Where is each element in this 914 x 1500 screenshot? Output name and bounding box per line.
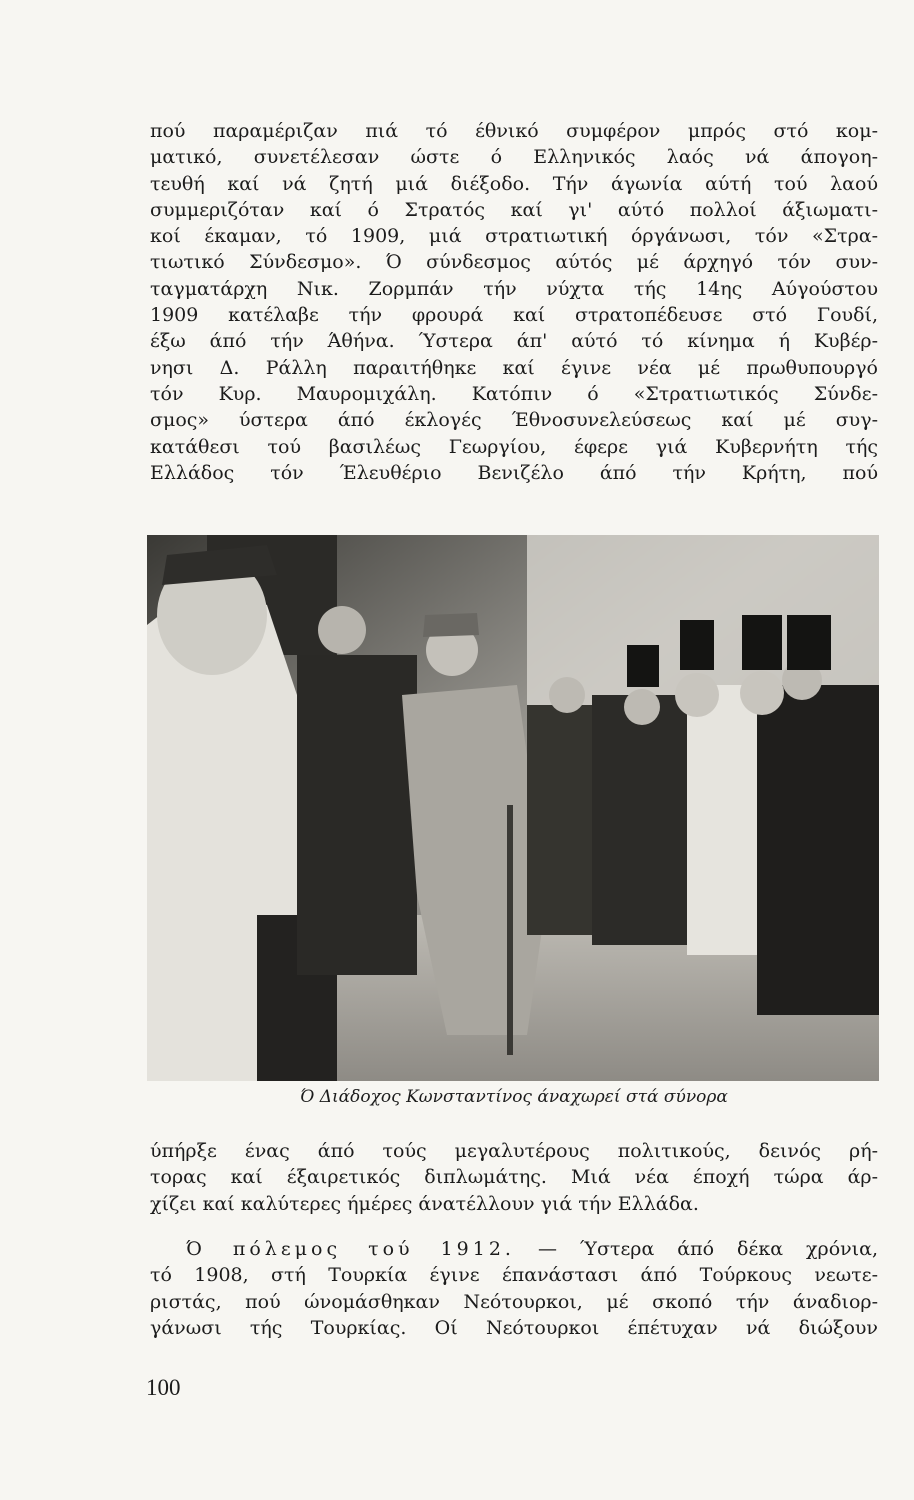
- text-line: ματικό, συνετέλεσαν ώστε ό Ελληνικός λαός νά άπογοη-: [150, 146, 878, 169]
- text-line: τό 1908, στή Τουρκία έγινε έπανάστασι άπό Τούρκους νεωτε-: [150, 1264, 878, 1287]
- paragraph-3: [150, 1236, 878, 1341]
- photograph-image: [147, 535, 879, 1081]
- text-line: έξω άπό τήν Άθήνα. Ύστερα άπ' αύτό τό κίνημα ή Κυβέρ-: [150, 330, 878, 353]
- text-span: — Ύστερα άπό δέκα χρόνια,: [514, 1238, 878, 1260]
- text-line: χίζει καί καλύτερες ήμέρες άνατέλλουν γιά τήν Ελλάδα.: [150, 1192, 699, 1215]
- text-line: 1909 κατέλαβε τήν φρουρά καί στρατοπέδευσε στό Γουδί,: [150, 304, 878, 327]
- text-line: [150, 1236, 878, 1262]
- text-line: κοί έκαμαν, τό 1909, μιά στρατιωτική όργάνωσι, τόν «Στρα-: [150, 225, 878, 248]
- historical-photograph: [147, 535, 879, 1081]
- photo-caption: Ό Διάδοχος Κωνσταντίνος άναχωρεί στά σύνορα: [300, 1087, 728, 1107]
- page-number: 100: [146, 1375, 181, 1400]
- text-line: κατάθεσι τού βασιλέως Γεωργίου, έφερε γιά Κυβερνήτη τής: [150, 435, 878, 458]
- text-line: σμος» ύστερα άπό έκλογές Έθνοσυνελεύσεως καί μέ συγ-: [150, 409, 878, 432]
- text-line: τορας καί έξαιρετικός διπλωμάτης. Μιά νέα έποχή τώρα άρ-: [150, 1166, 878, 1189]
- paragraph-1: [150, 118, 878, 486]
- text-line: ταγματάρχη Νικ. Ζορμπάν τήν νύχτα τής 14ης Αύγούστου: [150, 277, 878, 300]
- section-heading: Ό πόλεμος τού 1912.: [186, 1238, 515, 1260]
- text-line: ριστάς, πού ώνομάσθηκαν Νεότουρκοι, μέ σκοπό τήν άναδιορ-: [150, 1290, 878, 1313]
- text-line: γάνωσι τής Τουρκίας. Οί Νεότουρκοι έπέτυχαν νά διώξουν: [150, 1316, 878, 1339]
- text-line: πού παραμέριζαν πιά τό έθνικό συμφέρον μπρός στό κομ-: [150, 120, 878, 142]
- text-line: συμμεριζόταν καί ό Στρατός καί γι' αύτό πολλοί άξιωματι-: [150, 198, 878, 221]
- text-line: ύπήρξε ένας άπό τούς μεγαλυτέρους πολιτικούς, δεινός ρή-: [150, 1140, 878, 1162]
- text-line: τόν Κυρ. Μαυρομιχάλη. Κατόπιν ό «Στρατιωτικός Σύνδε-: [150, 382, 878, 405]
- paragraph-2: [150, 1138, 878, 1217]
- text-line: Ελλάδος τόν Έλευθέριο Βενιζέλο άπό τήν Κρήτη, πού: [150, 461, 878, 484]
- text-line: νησι Δ. Ράλλη παραιτήθηκε καί έγινε νέα μέ πρωθυπουργό: [150, 356, 878, 379]
- text-line: τιωτικό Σύνδεσμο». Ό σύνδεσμος αύτός μέ άρχηγό τόν συν-: [150, 251, 878, 274]
- text-line: τευθή καί νά ζητή μιά διέξοδο. Τήν άγωνία αύτή τού λαού: [150, 172, 878, 195]
